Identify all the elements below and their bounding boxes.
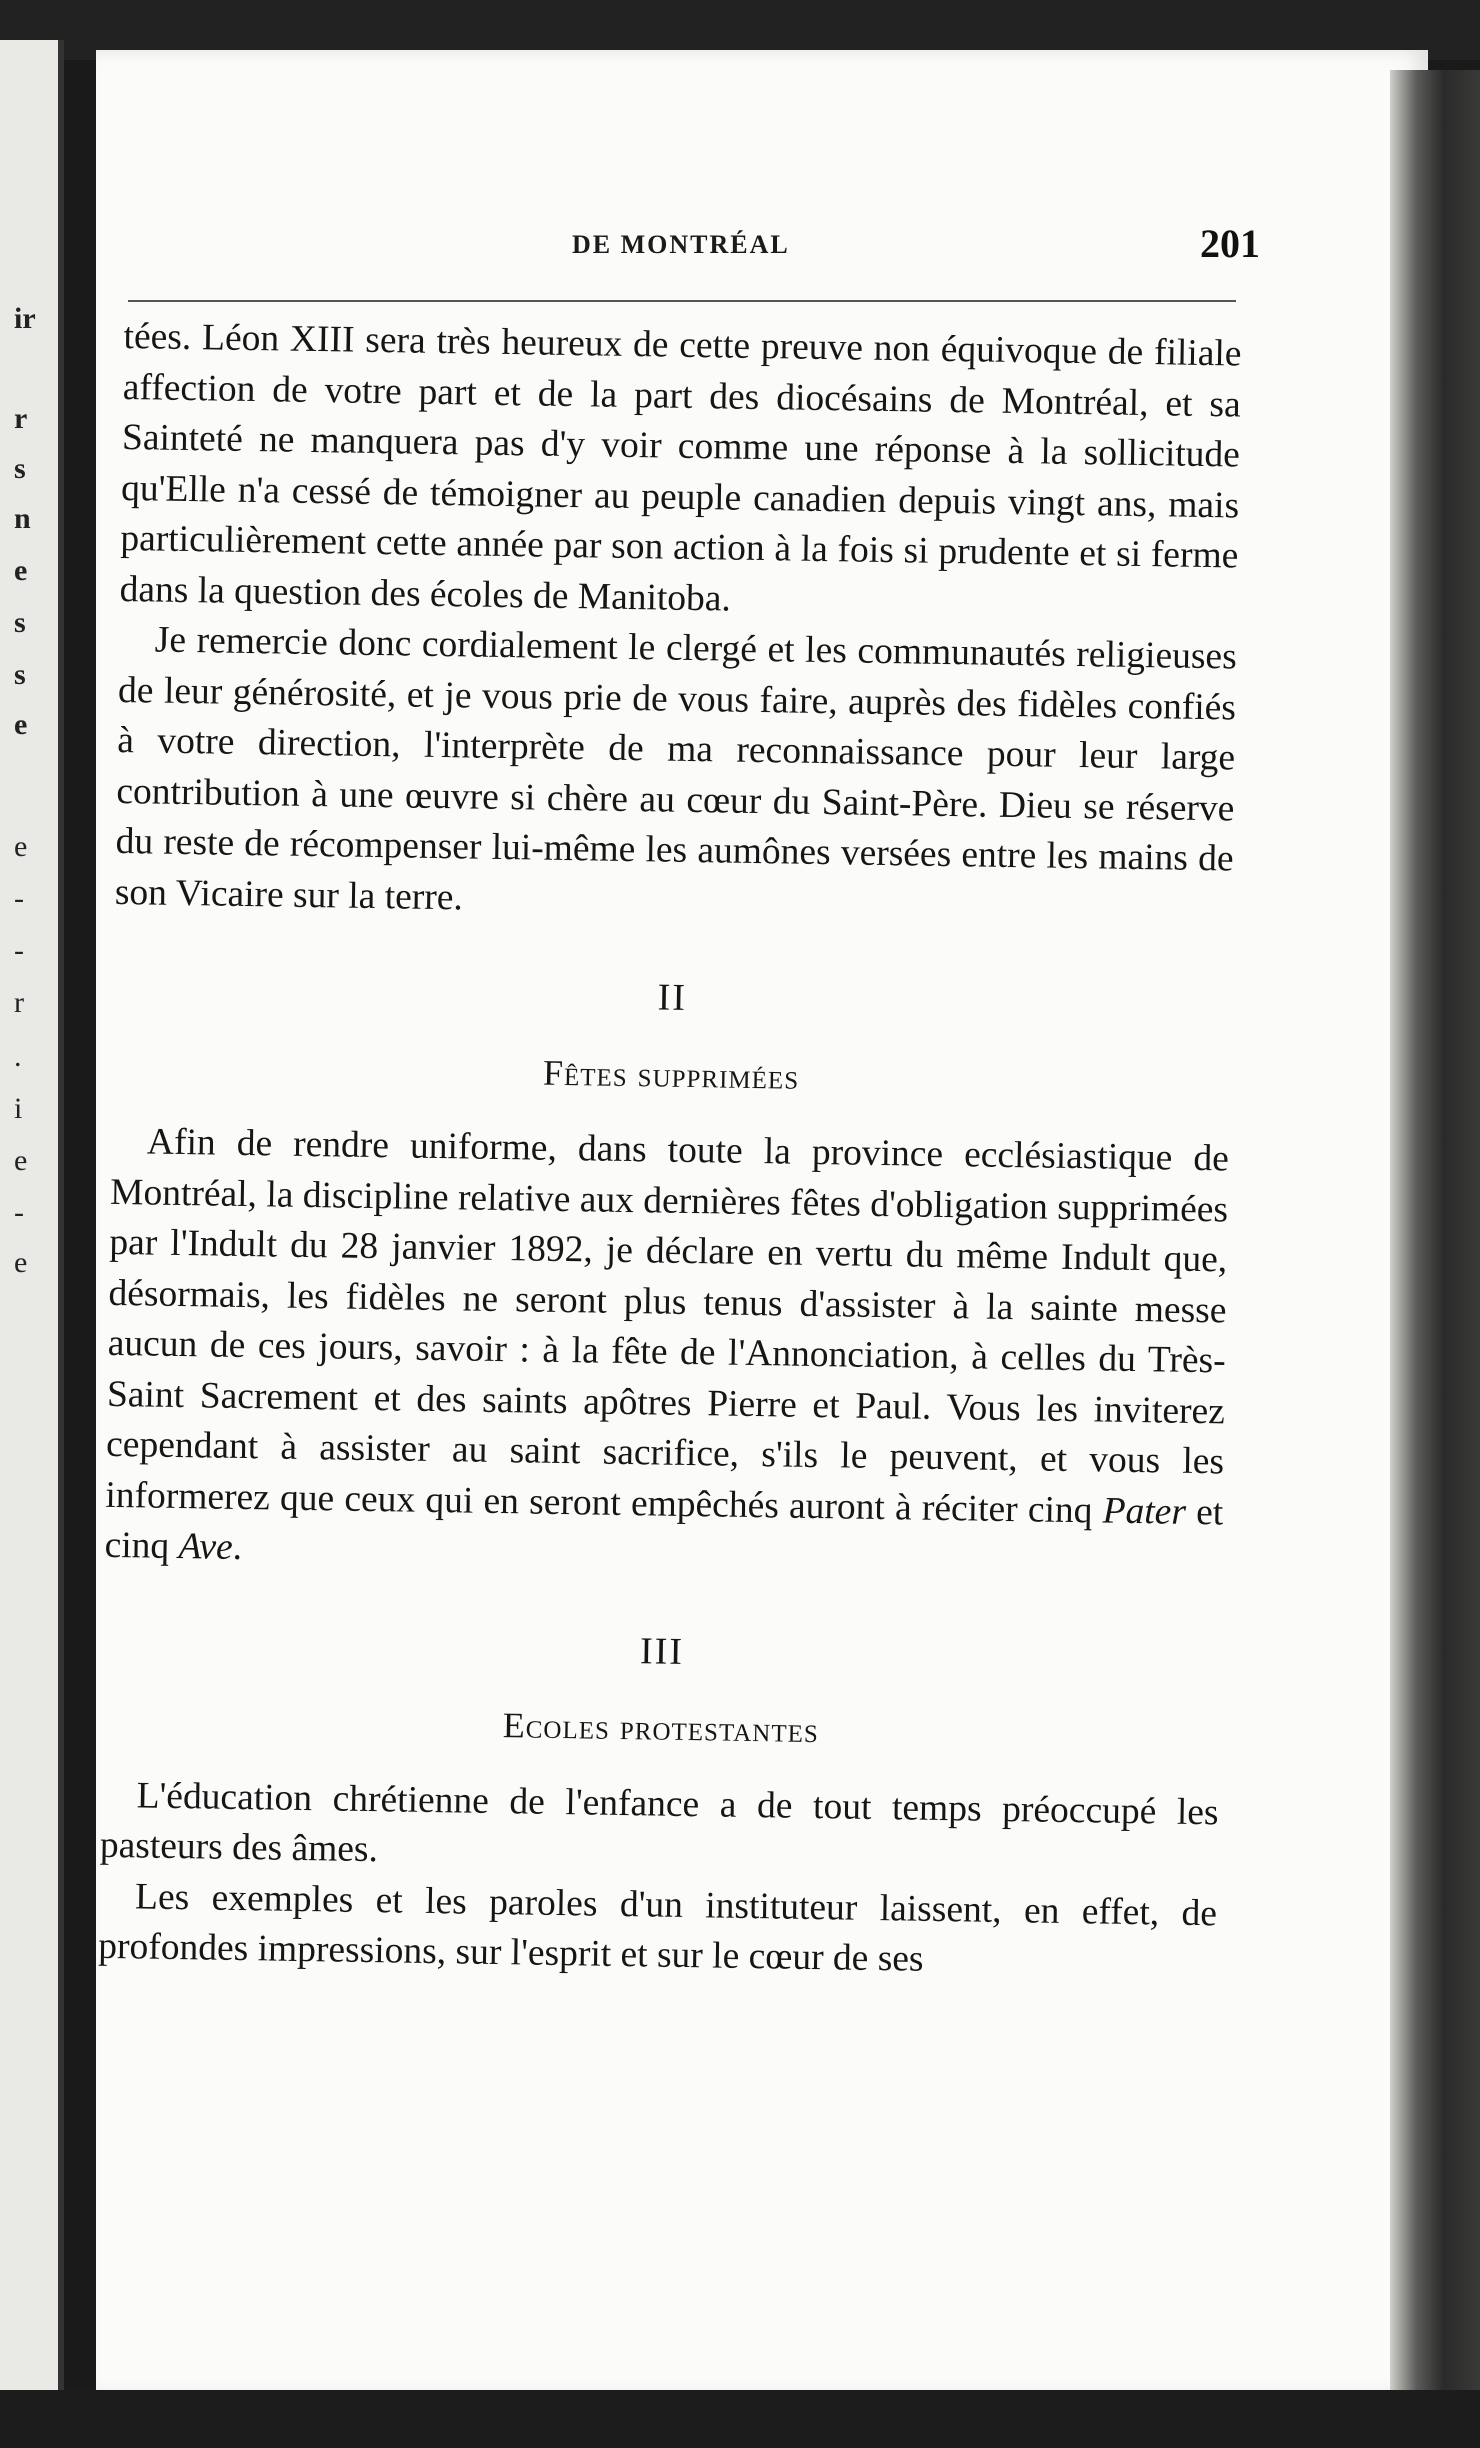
paragraph-text: Afin de rendre uniforme, dans toute la province ecclésiastique de Montréal, la discipline relative aux dernières fêtes d'obligation supprimées par l'Indult du 28 janvier 1892, je déclare en vertu du même Indult que, désormais, les fidèles ne seront plus tenus d'assister à la sainte messe aucun de ces jours, savoir : à la fête de l'Annonciation, à celles du Très-Saint Sacrement et des saints apôtres Pierre et Paul. Vous les inviterez cependant à assister au saint sacrifice, s'ils le peuvent, et vous les informerez que ceux qui en seront empêchés auront à réciter cinq (105, 1121, 1230, 1532)
page-stack-edge (1390, 70, 1480, 2400)
italic-term: Pater (1102, 1490, 1187, 1533)
scan-bottom-border (0, 2390, 1480, 2448)
paragraph-text: et cinq (104, 1491, 1224, 1568)
facing-page-edge (0, 40, 64, 2400)
header-rule (128, 300, 1236, 302)
section-number: III (639, 1629, 685, 1673)
section-number: II (657, 976, 688, 1019)
margin-fragment: ir (14, 302, 36, 335)
paragraph: Je remercie donc cordialement le clergé et les communautés religieuses de leur générosité, et je vous prie de vous faire, auprès des fidèles confiés à votre direction, l'interprète de ma reconnaissance pour leur large contribution à une œuvre si chère au cœur du Saint-Père. Dieu se réserve du reste de récompenser lui-même les aumônes versées entre les mains de son Vicaire sur la terre. (114, 619, 1238, 918)
margin-fragment: r (14, 986, 24, 1019)
margin-fragment: - (14, 934, 24, 967)
page-number: 201 (1200, 221, 1260, 266)
paragraph (104, 1117, 1229, 1589)
margin-fragment: s (14, 452, 26, 485)
italic-term: Ave (178, 1526, 234, 1568)
margin-fragment: - (14, 882, 24, 915)
section-heading: Ecoles protestantes (502, 1705, 820, 1751)
margin-fragment: s (14, 606, 26, 639)
margin-fragment: - (14, 1196, 24, 1229)
margin-fragment: i (14, 1092, 23, 1125)
paragraph: L'éducation chrétienne de l'enfance a de tout temps préoccupé les pasteurs des âmes. (99, 1774, 1219, 1871)
paragraph: Les exemples et les paroles d'un instituteur laissent, en effet, de profondes impressions, sur l'esprit et sur le cœur de ses (98, 1875, 1218, 1980)
margin-fragment: e (14, 1246, 28, 1279)
margin-fragment: s (14, 658, 26, 691)
margin-fragment: e (14, 830, 28, 863)
margin-fragment: e (14, 1144, 28, 1177)
margin-fragment: . (14, 1040, 22, 1073)
margin-fragment: e (14, 708, 28, 741)
margin-fragment: n (14, 502, 31, 535)
paragraph-text: . (232, 1526, 243, 1569)
page-header (330, 221, 1260, 270)
margin-fragment: r (14, 402, 28, 435)
running-title: DE MONTRÉAL (572, 230, 790, 259)
body-text (98, 312, 1242, 1990)
paragraph: tées. Léon XIII sera très heureux de cette preuve non équivoque de filiale affection de votre part et de la part des diocésains de Montréal, et sa Sainteté ne manquera pas d'y voir comme une réponse à la sollicitude qu'Elle n'a cessé de témoigner au peuple canadien depuis vingt ans, mais particulièrement cette année par son action à la fois si prudente et si ferme dans la question des écoles de Manitoba. (119, 315, 1242, 620)
section-heading: Fêtes supprimées (542, 1052, 800, 1097)
margin-fragment: e (14, 554, 28, 587)
